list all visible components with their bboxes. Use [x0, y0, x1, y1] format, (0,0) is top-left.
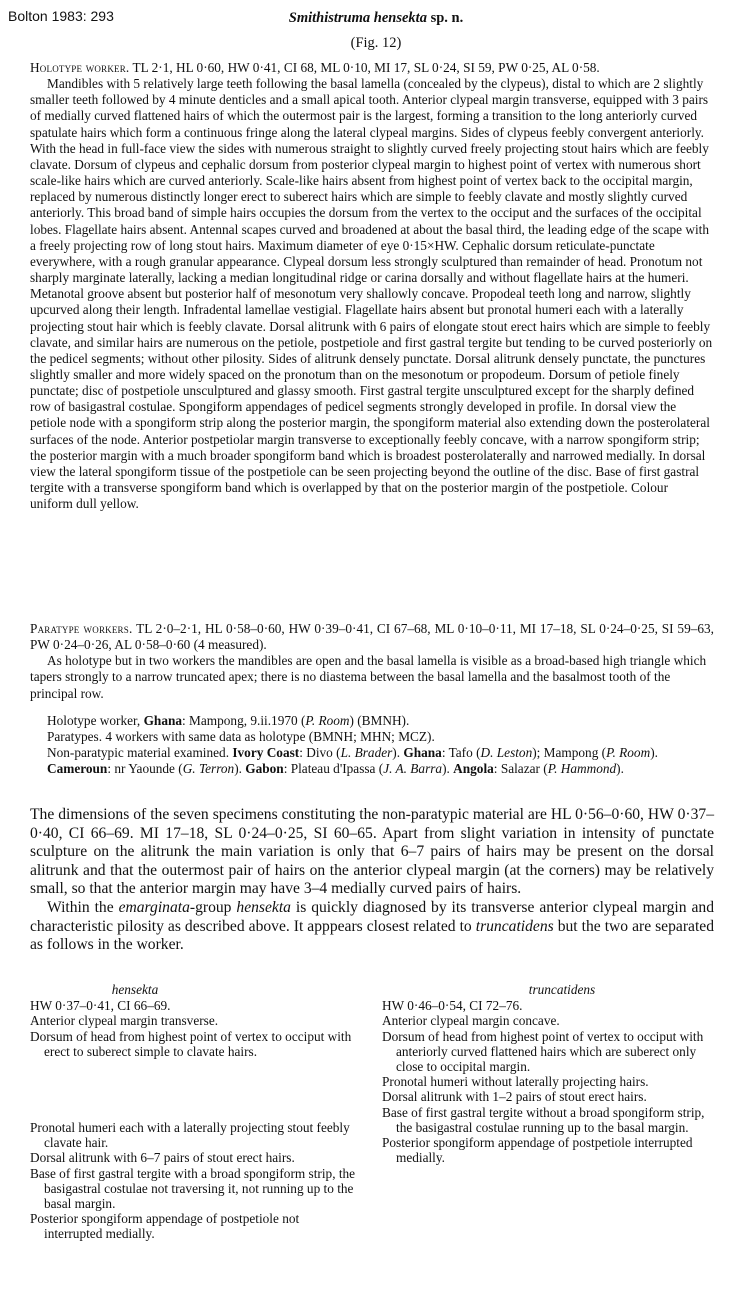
column-truncatidens [382, 982, 714, 1165]
list-item: Anterior clypeal margin concave. [382, 1013, 560, 1029]
paratype-section [30, 621, 714, 702]
non-paratypic-material: Non-paratypic material examined. Ivory Coast: Divo (L. Brader). Ghana: Tafo (D. Leston); Mampong (P. Room). Cameroun: nr Yaounde (G. Terron). Gabon: Plateau d'Ipassa (J. A. Barra). Angola: Salazar (P. Hammond). [47, 745, 658, 777]
holotype-description: Mandibles with 5 relatively large teeth following the basal lamella (concealed by the clypeus), distal to which are 2 slightly smaller teeth followed by 4 minute denticles and a small apical tooth. Anterior clypeal margin transverse, equipped with 3 pairs of medially curved flattened hairs of which the outermost pair is the largest, forming a transition to the long anteriorly curved spatulate hairs which form a continuous fringe along the lateral clypeal margins. Sides of clypeus feebly convergent anteriorly. With the head in full-face view the sides with numerous straight to slightly curved freely projecting stout hairs which are feebly clavate. Dorsum of clypeus and cephalic dorsum from posterior clypeal margin to highest point of vertex with numerous short scale-like hairs which are curved anteriorly. Scale-like hairs absent from highest point of vertex back to the occipital margin, replaced by numerous distinctly longer erect to suberect hairs which are simple to feebly clavate and mostly slightly curved anteriorly. This broad band of simple hairs occupies the dorsum from the vertex to the occiput and the surfaces of the occipital lobes. Flagellate hairs absent. Antennal scapes curved and broadened at about the basal third, the leading edge of the scape with a freely projecting row of long stout hairs. Maximum diameter of eye 0·15×HW. Cephalic dorsum reticulate-punctate everywhere, with a rough granular appearance. Clypeal dorsum less strongly sculptured than remainder of head. Pronotum not sharply marginate laterally, lacking a median longitudinal ridge or carina dorsally and without flagellate hairs at the humeri. Metanotal groove absent but posterior half of mesonotum very shallowly concave. Propodeal teeth long and narrow, slightly upcurved along their length. Infradental lamellae vestigial. Flagellate hairs absent but pronotal humeri each with a laterally projecting stout hair which is feebly clavate. Dorsal alitrunk with 6 pairs of elongate stout erect hairs which are simple to feebly clavate, and similar hairs are numerous on the petiole, postpetiole and first gastral tergite but tending to be curved posteriorly on the pedicel segments; without other pilosity. Sides of alitrunk densely punctate. Dorsal alitrunk densely punctate, the punctures slightly smaller and more widely spaced on the pronotum than on the mesonotum or propodeum. Dorsum of petiole finely punctate; disc of postpetiole unsculptured and glassy smooth. First gastral tergite unsculptured except for the sharply defined row of basigastral costulae. Spongiform appendages of pedicel segments strongly developed in profile. In dorsal view the petiole node with a spongiform strip along the posterior margin, the spongiform material also extending down the posterolateral surfaces of the node. Anterior postpetiolar margin transverse to exceptionally feebly concave, with a narrow spongiform strip; the posterior margin with a much broader spongiform band which is broadest posterolaterally and narrowed medially. In dorsal view the lateral spongiform tissue of the postpetiole can be seen projecting beyond the outline of the disc. Base of first gastral tergite with a transverse spongiform band which is overlapped by that on the posterior margin of the postpetiole. Colour uniform dull yellow. [30, 76, 713, 512]
list-item: Dorsal alitrunk with 6–7 pairs of stout erect hairs. [30, 1150, 295, 1166]
list-item: Base of first gastral tergite with a broad spongiform strip, the basigastral costulae not traversing it, not running up to the basal margin. [30, 1165, 356, 1212]
holotype-measurements [30, 60, 714, 76]
list-item: Pronotal humeri each with a laterally projecting stout feebly clavate hair. [30, 1120, 350, 1151]
list-item: Dorsal alitrunk with 1–2 pairs of stout erect hairs. [382, 1089, 647, 1105]
list-item: HW 0·46–0·54, CI 72–76. [382, 998, 523, 1014]
holotype-label: Holotype worker. [30, 60, 130, 75]
list-item: Posterior spongiform appendage of postpetiole interrupted medially. [382, 1135, 693, 1166]
material-section [30, 713, 714, 778]
paratype-data: Paratypes. 4 workers with same data as holotype (BMNH; MHN; MCZ). [47, 729, 435, 745]
column-head-truncatidens: truncatidens [528, 982, 596, 997]
list-item: Anterior clypeal margin transverse. [30, 1013, 219, 1029]
list-item: Base of first gastral tergite without a broad spongiform strip, the basigastral costulae running up to the basal margin. [382, 1104, 705, 1135]
column-head-hensekta: hensekta [111, 982, 159, 997]
variation-paragraph: The dimensions of the seven specimens constituting the non-paratypic material are HL 0·56–0·60, HW 0·37–0·40, CI 66–69. MI 17–18, SL 0·24–0·25, SI 60–65. Apart from slight variation in intensity of punctate sculpture on the alitrunk the main variation is only that 6–7 pairs of hairs may be present on the dorsal alitrunk and that the outermost pair of hairs on the anterior clypeal margin (at the corners) may be relatively small, so that the anterior margin may have 3–4 medially curved pairs of hairs. [30, 806, 714, 898]
discussion-section [30, 806, 714, 955]
paratype-label: Paratype workers. [30, 621, 133, 636]
holotype-data: Holotype worker, Ghana: Mampong, 9.ii.1970 (P. Room) (BMNH). [47, 713, 410, 728]
list-item: Posterior spongiform appendage of postpetiole not interrupted medially. [30, 1211, 300, 1242]
list-item: Dorsum of head from highest point of vertex to occiput with erect to suberect simple to clavate hairs. [30, 1028, 352, 1059]
species-title [0, 9, 752, 28]
paratype-measurements [30, 621, 714, 653]
paratype-description: As holotype but in two workers the mandibles are open and the basal lamella is visible as a broad-based high triangle which tapers strongly to a narrow truncated apex; there is no diastema between the basal lamella and the basalmost tooth of the principal row. [30, 653, 707, 701]
source-label: Bolton 1983: 293 [8, 8, 114, 24]
species-status: sp. n. [426, 10, 464, 26]
diagnosis-paragraph: Within the emarginata-group hensekta is quickly diagnosed by its transverse anterior clypeal margin and characteristic pilosity as described above. It apppears closest related to truncatidens but the two are separated as follows in the worker. [30, 898, 714, 954]
holotype-measures: TL 2·1, HL 0·60, HW 0·41, CI 68, ML 0·10, MI 17, SL 0·24, SI 59, PW 0·25, AL 0·58. [129, 60, 600, 75]
figure-reference: (Fig. 12) [350, 35, 402, 51]
paratype-measures: TL 2·0–2·1, HL 0·58–0·60, HW 0·39–0·41, CI 67–68, ML 0·10–0·11, MI 17–18, SL 0·24–0·25, SI 59–63, PW 0·24–0·26, AL 0·58–0·60 (4 measured). [30, 621, 715, 653]
list-item: Pronotal humeri without laterally projecting hairs. [382, 1074, 649, 1090]
column-hensekta [30, 982, 360, 1242]
list-item: HW 0·37–0·41, CI 66–69. [30, 998, 171, 1014]
holotype-section [30, 60, 714, 512]
list-item: Dorsum of head from highest point of vertex to occiput with anteriorly curved flattened hairs which are suberect only close to occipital margin. [382, 1028, 704, 1075]
species-name: Smithistruma hensekta [288, 10, 427, 26]
